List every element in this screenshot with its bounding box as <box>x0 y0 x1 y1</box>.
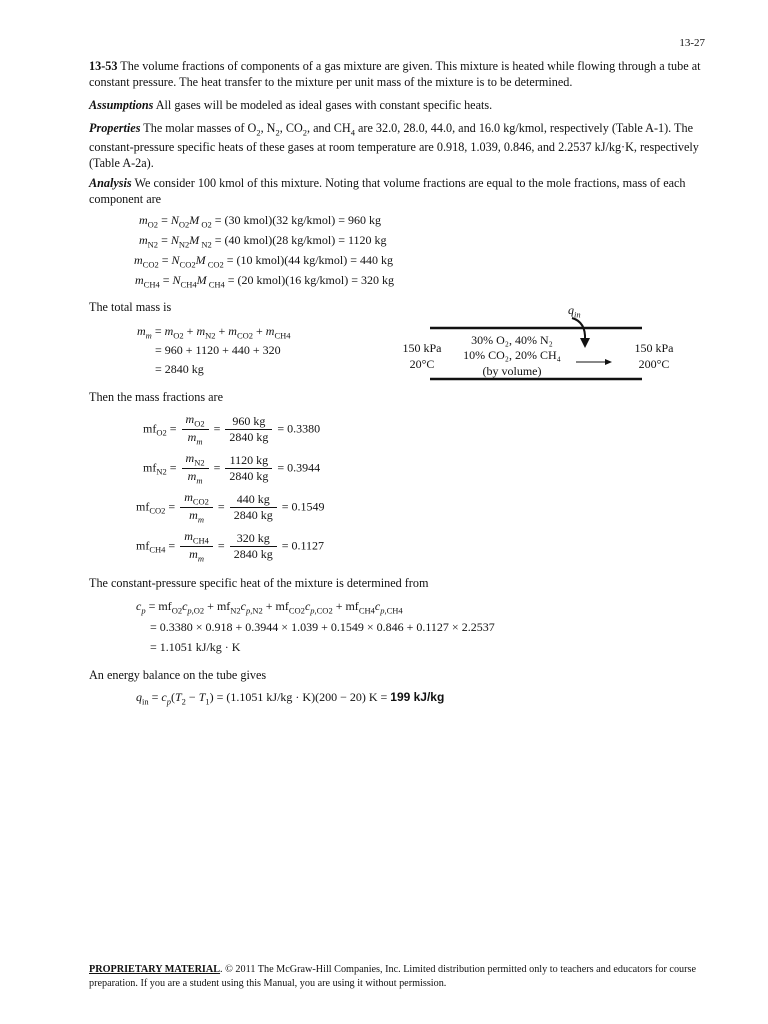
inlet-temperature: 20°C <box>409 356 435 371</box>
comp-line2: 10% CO₂, 20% CH₄ <box>463 348 561 363</box>
analysis-paragraph <box>89 175 709 207</box>
outlet-pressure: 150 kPa <box>634 341 674 355</box>
footer-text: . © 2011 The McGraw-Hill Companies, Inc. Limited distribution permitted only to teachers and educators for course preparation. If you are a student using this Manual, you are using it without permission. <box>89 964 697 989</box>
cp-label: The constant-pressure specific heat of the mixture is determined from <box>89 576 429 590</box>
heat-arrowhead <box>580 338 590 348</box>
footer-label: PROPRIETARY MATERIAL <box>89 964 221 975</box>
outlet-state <box>626 341 682 373</box>
energy-balance-eq: $q_{in} = c_p(T_2 - T_1) = (1.1051$ kJ/kg · K)(200 − 20) K = 199 kJ/kg <box>136 690 445 707</box>
problem-statement <box>89 58 709 90</box>
comp-line1: 30% O₂, 40% N₂ <box>471 333 553 347</box>
mf-co2: $mf_{CO2}$ = $\frac{m_{CO2}}{m_m}$ = $\frac{440 kg}{2840 kg}$ = 0.1549 <box>136 490 325 525</box>
total-mass-line2: = 960 + 1120 + 440 + 320 <box>155 343 281 357</box>
mass-eq-n2: $m_{N2} = N_{N2}M$ $_{N2}$ = (40 kmol)(28 kg/kmol) = 1120 kg <box>139 233 387 250</box>
assumptions-label: Assumptions <box>89 98 154 112</box>
mixture-composition <box>452 333 572 379</box>
mass-eq-ch4: $m_{CH4} = N_{CH4}M$ $_{CH4}$ = (20 kmol)(16 kg/kmol) = 320 kg <box>135 273 394 290</box>
mf-ch4: $mf_{CH4}$ = $\frac{m_{CH4}}{m_m}$ = $\frac{320 kg}{2840 kg}$ = 0.1127 <box>136 529 325 564</box>
mass-eq-o2: $m_{O2} = N_{O2}M$ $_{O2}$ = (30 kmol)(32 kg/kmol) = 960 kg <box>139 213 381 230</box>
energy-label: An energy balance on the tube gives <box>89 668 267 682</box>
heat-label: $q_{in}$ <box>568 303 581 320</box>
mass-eq-co2: $m_{CO2} = N_{CO2}M$ $_{CO2}$ = (10 kmol)(44 kg/kmol) = 440 kg <box>134 253 393 270</box>
properties-paragraph: Properties The molar masses of $O_2$, $N_2$, $CO_2$, and $CH_4$ are 32.0, 28.0, 44.0, and 16.0 kg/kmol, respectively (Table A-1). The constant-pressure specific heats of these gases at room temperature are 0.918, 1.039, 0.846, and 2.2537 kJ/kg·K, respectively (Table A-2a). <box>89 121 699 170</box>
cp-line3: = 1.1051 kJ/kg · K <box>150 640 241 654</box>
page-number: 13-27 <box>679 37 705 49</box>
outlet-temperature: 200°C <box>638 356 670 371</box>
final-answer: 199 kJ/kg <box>390 690 445 704</box>
problem-number: 13-53 <box>89 59 118 73</box>
assumptions-paragraph <box>89 97 709 113</box>
total-mass-label: The total mass is <box>89 300 172 314</box>
footer-notice <box>89 963 709 991</box>
assumptions-text: All gases will be modeled as ideal gases with constant specific heats. <box>155 98 493 112</box>
mf-o2: $mf_{O2}$ = $\frac{m_{O2}}{m_m}$ = $\frac{960 kg}{2840 kg}$ = 0.3380 <box>143 412 321 447</box>
cp-line1: $c_p = mf_{O2}c_{p,O2} + mf_{N2}c_{p,N2} + mf_{CO2}c_{p,CO2} + mf_{CH4}c_{p,CH4}$ <box>136 599 403 616</box>
inlet-pressure: 150 kPa <box>402 341 442 355</box>
total-mass-line3: = 2840 kg <box>155 362 204 376</box>
mass-fractions-label: Then the mass fractions are <box>89 390 224 404</box>
flow-arrowhead <box>605 359 612 365</box>
analysis-text: We consider 100 kmol of this mixture. Noting that volume fractions are equal to the mole fractions, mass of each component are <box>89 176 686 207</box>
mf-n2: $mf_{N2}$ = $\frac{m_{N2}}{m_m}$ = $\frac{1120 kg}{2840 kg}$ = 0.3944 <box>143 451 321 486</box>
total-mass-line1: $m_m = m_{O2} + m_{N2} + m_{CO2} + m_{CH4}$ <box>137 324 291 341</box>
properties-label: Properties <box>89 121 141 135</box>
cp-line2: = 0.3380 × 0.918 + 0.3944 × 1.039 + 0.1549 × 0.846 + 0.1127 × 2.2537 <box>150 620 495 634</box>
problem-text: The volume fractions of components of a gas mixture are given. This mixture is heated while flowing through a tube at constant pressure. The heat transfer to the mixture per unit mass of the mixture is to be determined. <box>89 59 701 90</box>
inlet-state <box>394 341 450 373</box>
comp-line3: (by volume) <box>482 363 542 378</box>
tube-diagram <box>380 300 700 390</box>
analysis-label: Analysis <box>89 176 132 190</box>
